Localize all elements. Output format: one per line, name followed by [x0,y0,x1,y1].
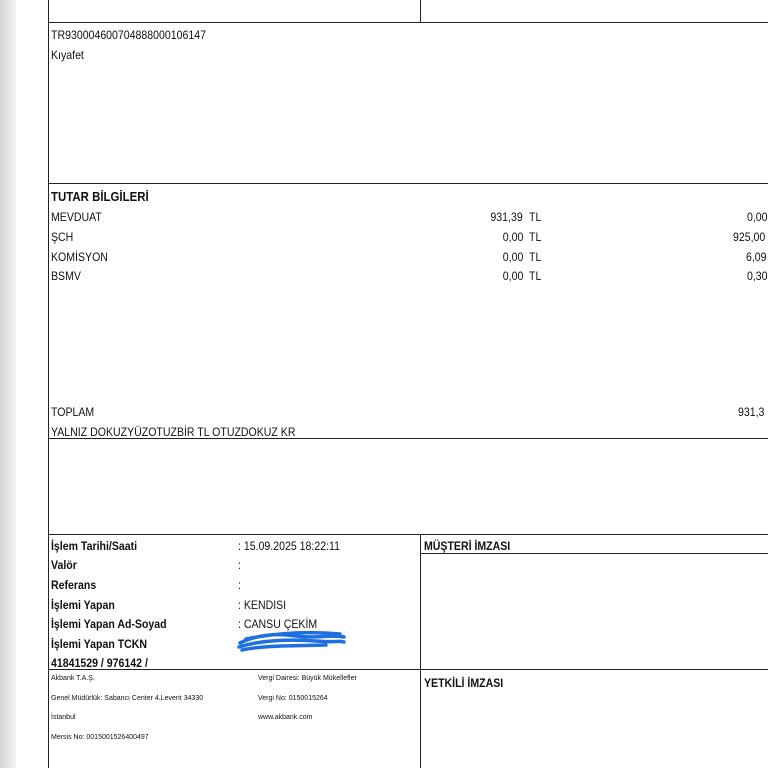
name-label: İşlemi Yapan Ad-Soyad [51,617,167,631]
amount-row-value1: 0,00 [502,250,523,264]
amount-in-words: YALNIZ DOKUZYÜZOTUZBİR TL OTUZDOKUZ KR [51,425,296,439]
name-value: : CANSU ÇEKİM [238,617,318,631]
amount-row-label: BSMV [51,269,81,283]
amount-row-label: MEVDUAT [51,210,102,224]
hline-2 [48,183,768,184]
amount-row-currency: TL [529,210,542,224]
amount-row-value2: 925,00 [733,230,766,244]
receipt-sheet [16,0,768,768]
reference-numbers: 41841529 / 976142 / [51,656,148,670]
amount-row-value1: 0,00 [502,230,523,244]
footer-tax-no: Vergi No: 0150015264 [258,695,328,702]
footer-hq: Genel Müdürlük: Sabancı Center 4.Levent 34330 [51,695,204,702]
hline-4 [48,534,768,535]
amount-row-value2: 0,30 [747,269,768,283]
top-divider [420,0,421,22]
left-border [48,0,49,768]
footer-company: Akbank T.A.Ş. [51,675,95,682]
date-label: İşlem Tarihi/Saati [51,539,138,553]
total-label: TOPLAM [51,405,95,419]
footer-website: www.akbank.com [258,714,313,721]
iban: TR930004600704888000106147 [51,28,207,42]
amount-row-value1: 931,39 [490,210,523,224]
page-gutter [0,0,16,768]
amount-row-currency: TL [529,230,542,244]
amount-row-value2: 6,09 [746,250,767,264]
amount-row-label: ŞCH [51,230,74,244]
total-value: 931,3 [738,405,765,419]
customer-signature-label: MÜŞTERİ İMZASI [424,539,511,553]
reference-label: Referans [51,578,97,592]
redaction-scribble [236,627,348,655]
valor-label: Valör [51,558,77,572]
tckn-label: İşlemi Yapan TCKN [51,637,148,651]
hline-1 [48,22,768,23]
reference-value: : [238,578,241,592]
amount-row-value1: 0,00 [502,269,523,283]
performed-by-value: : KENDISI [238,598,287,612]
valor-value: : [238,558,241,572]
amount-row-value2: 0,00 [747,210,768,224]
performed-by-label: İşlemi Yapan [51,598,115,612]
amount-row-label: KOMİSYON [51,250,108,264]
amounts-heading: TUTAR BİLGİLERİ [51,189,149,204]
footer-tax-office: Vergi Dairesi: Büyük Mükellefler [258,675,357,682]
sig-underline [420,553,768,554]
sig-divider [420,534,421,768]
hline-5 [48,669,768,670]
account-description: Kıyafet [51,48,84,62]
authorized-signature-label: YETKİLİ İMZASI [424,676,504,690]
footer-mersis: Mersis No: 0015001526400497 [51,734,149,741]
footer-city: İstanbul [51,714,76,721]
amount-row-currency: TL [529,269,542,283]
date-value: : 15.09.2025 18:22:11 [238,539,340,553]
amount-row-currency: TL [529,250,542,264]
